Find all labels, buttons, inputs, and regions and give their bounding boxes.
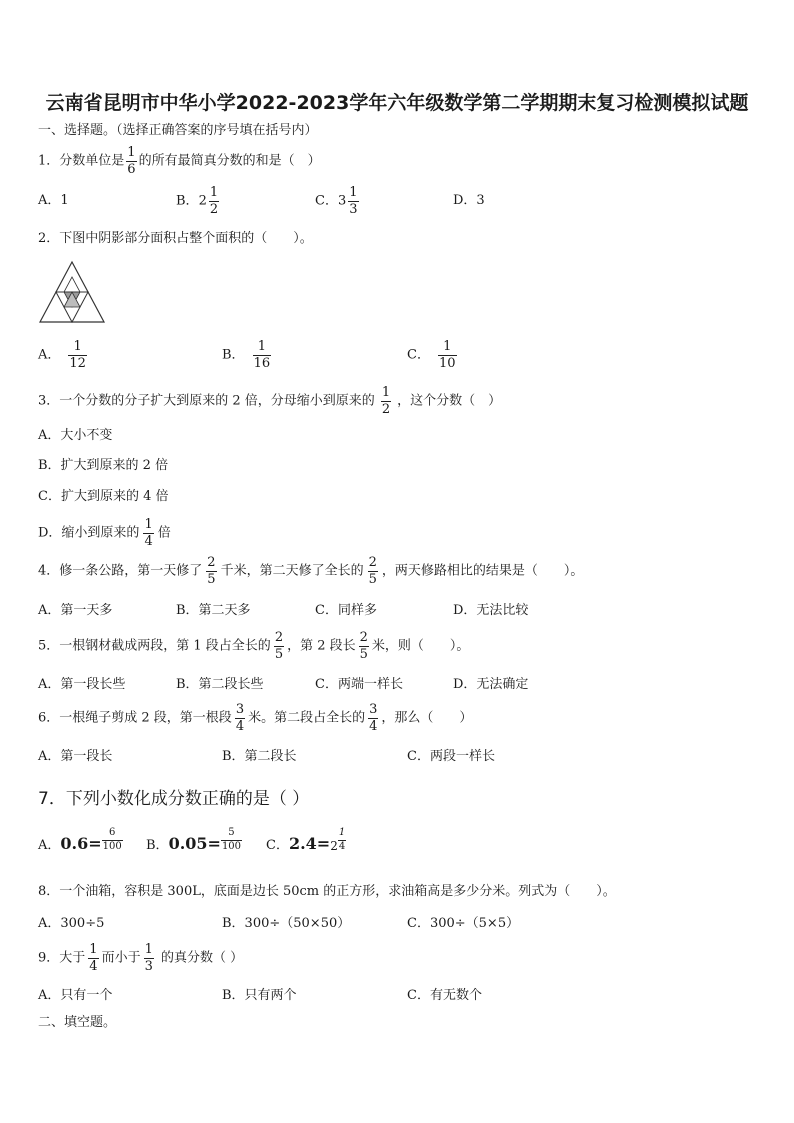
- question-2: 2．下图中阴影部分面积占整个面积的（ ）。: [38, 231, 313, 246]
- q1-option-a[interactable]: A．1: [38, 193, 69, 208]
- q4-option-c[interactable]: C．同样多: [315, 603, 377, 618]
- question-3: 3．一个分数的分子扩大到原来的 2 倍，分母缩小到原来的 $\frac{1}{2}$ ，这个分数（ ）: [38, 385, 502, 417]
- q5-option-d[interactable]: D．无法确定: [453, 677, 529, 692]
- section-heading-choice: 一、选择题。（选择正确答案的序号填在括号内）: [38, 123, 318, 138]
- q3-option-b[interactable]: B．扩大到原来的 2 倍: [38, 458, 169, 473]
- question-5: 5．一根钢材截成两段，第 1 段占全长的 $\frac{2}{5}$ ，第 2 段长 $\frac{2}{5}$ 米，则（ ）。: [38, 630, 470, 662]
- q9-option-c[interactable]: C．有无数个: [407, 988, 482, 1003]
- q6-option-c[interactable]: C．两段一样长: [407, 749, 495, 764]
- q8-option-c[interactable]: C．300÷（5×5）: [407, 916, 520, 931]
- q7-option-a[interactable]: A．0.6= $\frac{6}{100}$: [38, 827, 122, 853]
- question-6: 6．一根绳子剪成 2 段，第一根段 $\frac{3}{4}$ 米。第二段占全长的 $\frac{3}{4}$ ，那么（ ）: [38, 702, 473, 734]
- q9-option-a[interactable]: A．只有一个: [38, 988, 113, 1003]
- q7-option-b[interactable]: B．0.05= $\frac{5}{100}$: [146, 827, 242, 853]
- page-title: 云南省昆明市中华小学2022-2023学年六年级数学第二学期期末复习检测模拟试题: [45, 92, 749, 114]
- q9-option-b[interactable]: B．只有两个: [222, 988, 297, 1003]
- q6-option-b[interactable]: B．第二段长: [222, 749, 297, 764]
- question-4: 4．修一条公路，第一天修了 $\frac{2}{5}$ 千米，第二天修了全长的 $\frac{2}{5}$ ，两天修路相比的结果是（ ）。: [38, 555, 584, 587]
- triangle-figure: [38, 258, 108, 326]
- q1-option-c[interactable]: C．3 $\frac{1}{3}$: [315, 185, 358, 217]
- q2-option-b[interactable]: B． $\frac{1}{16}$: [222, 339, 271, 371]
- question-9: 9．大于 $\frac{1}{4}$ 而小于 $\frac{1}{3}$ 的真分数（ ）: [38, 942, 244, 974]
- q3-option-d[interactable]: D．缩小到原来的 $\frac{1}{4}$ 倍: [38, 517, 171, 549]
- q1-option-b[interactable]: B．2 $\frac{1}{2}$: [176, 185, 219, 217]
- q5-option-c[interactable]: C．两端一样长: [315, 677, 403, 692]
- q7-option-c[interactable]: C．2.4=2 $\frac{1}{4}$: [266, 827, 346, 853]
- q4-option-b[interactable]: B．第二天多: [176, 603, 251, 618]
- question-8: 8．一个油箱，容积是 300L，底面是边长 50cm 的正方形，求油箱高是多少分米。列式为（ ）。: [38, 884, 616, 899]
- q3-option-c[interactable]: C．扩大到原来的 4 倍: [38, 489, 169, 504]
- q8-option-a[interactable]: A．300÷5: [38, 916, 105, 931]
- q8-option-b[interactable]: B．300÷（50×50）: [222, 916, 351, 931]
- q3-option-a[interactable]: A．大小不变: [38, 428, 113, 443]
- q6-option-a[interactable]: A．第一段长: [38, 749, 113, 764]
- question-7: 7．下列小数化成分数正确的是（ ）: [38, 789, 310, 809]
- q1-option-d[interactable]: D．3: [453, 193, 485, 208]
- q5-option-b[interactable]: B．第二段长些: [176, 677, 264, 692]
- section-heading-fill: 二、填空题。: [38, 1015, 117, 1030]
- q5-option-a[interactable]: A．第一段长些: [38, 677, 126, 692]
- q4-option-a[interactable]: A．第一天多: [38, 603, 113, 618]
- question-1: 1．分数单位是 $\frac{1}{6}$ 的所有最简真分数的和是（ ）: [38, 145, 321, 177]
- q4-option-d[interactable]: D．无法比较: [453, 603, 529, 618]
- fraction: $\frac{1}{6}$: [127, 145, 136, 177]
- q2-option-c[interactable]: C． $\frac{1}{10}$: [407, 339, 456, 371]
- q2-option-a[interactable]: A． $\frac{1}{12}$: [38, 339, 86, 371]
